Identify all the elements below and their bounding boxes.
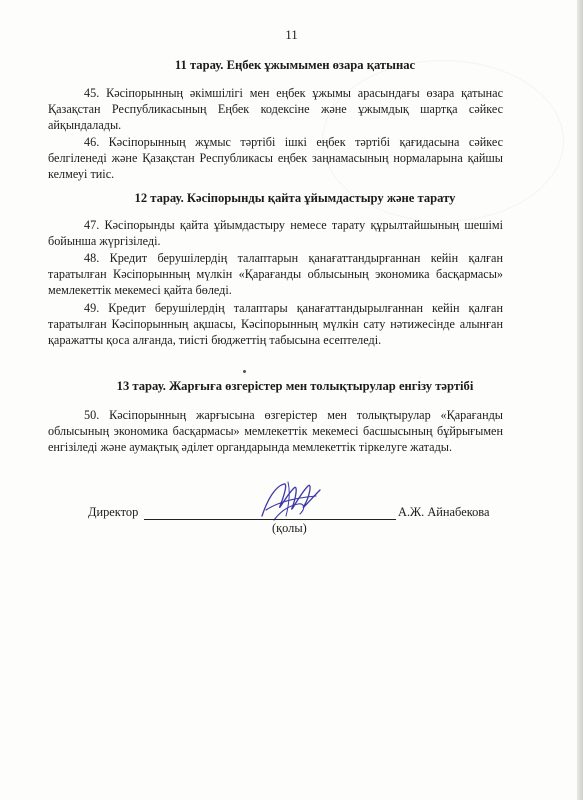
paragraph-48: 48. Кредит берушілердің талаптарын қанағаттандырғаннан кейін қалған таратылған Кәсіпорынның мүлкін «Қарағанды облысының экономика басқармасы» мемлекеттік мекемесі қайта бөледі. <box>48 251 503 298</box>
signature-caption: (қолы) <box>272 521 307 535</box>
page-number: 11 <box>285 27 298 42</box>
paragraph-49: 49. Кредит берушілердің талаптары қанағаттандырылғаннан кейін қалған таратылған Кәсіпорынның ақшасы, Кәсіпорынның мүлкін сату нәтижесінде алынған қаражатты қоса алғанда, тиісті бюджеттің табысына есептеледі. <box>48 301 503 348</box>
section-heading-11: 11 тарау. Еңбек ұжымымен өзара қатынас <box>174 58 416 72</box>
paragraph-50: 50. Кәсіпорынның жарғысына өзгерістер мен толықтырулар «Қарағанды облысының экономика басқармасы» мемлекеттік мекемесі басшысының бұйрығымен енгізіледі және аумақтық әділет органдарында мемлекеттік тіркелуге жатады. <box>48 408 503 455</box>
page-edge <box>577 0 583 800</box>
paragraph-45: 45. Кәсіпорынның әкімшілігі мен еңбек ұжымы арасындағы өзара қатынас Қазақстан Республикасының Еңбек кодексіне және ұжымдық шартқа сәйкес айқындалады. <box>48 86 503 133</box>
section-heading-13: 13 тарау. Жарғыға өзгерістер мен толықтырулар енгізу тәртібі <box>116 379 474 393</box>
paragraph-46: 46. Кәсіпорынның жұмыс тәртібі ішкі еңбек тәртібі қағидасына сәйкес белгіленеді және Қазақстан Республикасы еңбек заңнамасының нормаларына қайшы келмеуі тиіс. <box>48 135 503 182</box>
paragraph-47: 47. Кәсіпорынды қайта ұйымдастыру немесе тарату құрылтайшының шешімі бойынша жүргізіледі. <box>48 218 503 249</box>
signature-line <box>144 519 396 520</box>
ink-dot <box>243 370 246 373</box>
signatory-name: А.Ж. Айнабекова <box>398 505 490 519</box>
signature-role: Директор <box>88 505 139 519</box>
section-heading-12: 12 тарау. Кәсіпорынды қайта ұйымдастыру және тарату <box>134 191 456 205</box>
